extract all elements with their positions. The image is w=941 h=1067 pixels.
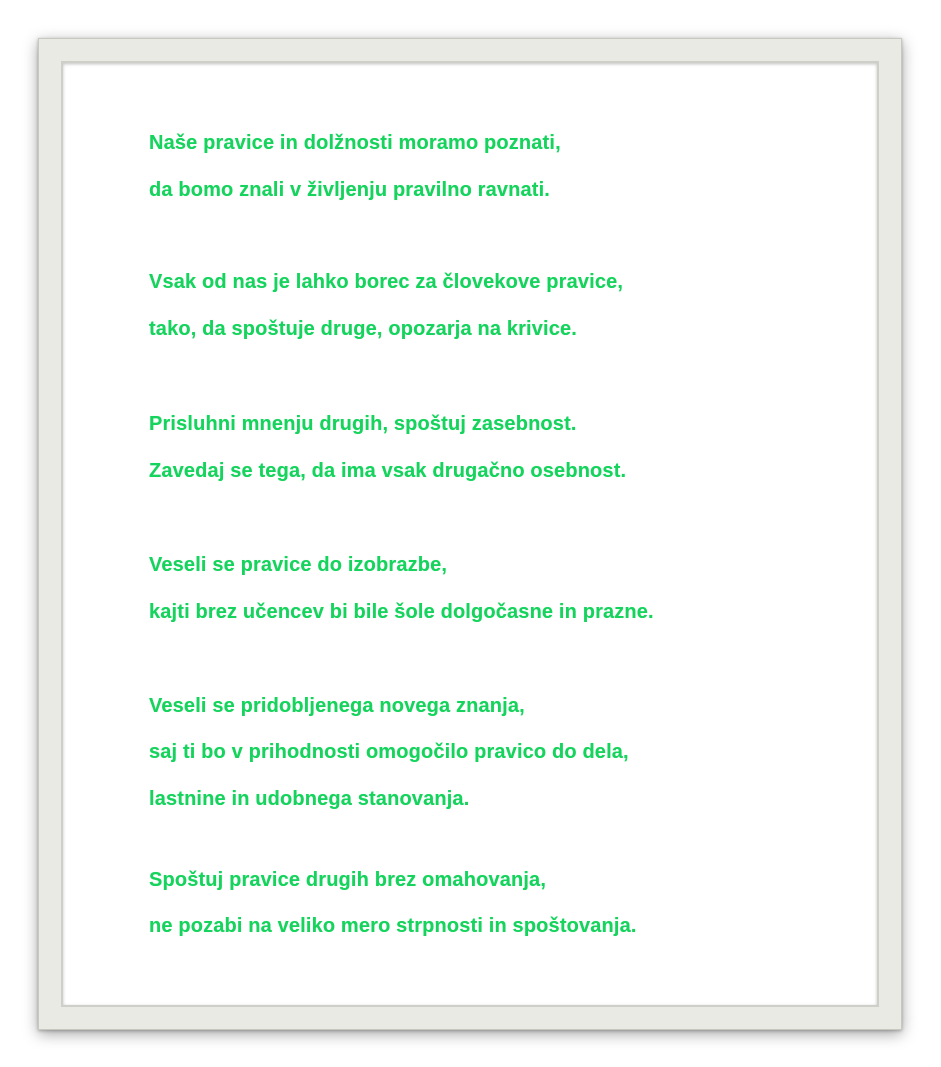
- poem-line: Veseli se pravice do izobrazbe,: [149, 554, 448, 576]
- poem-line: Vsak od nas je lahko borec za človekove pravice,: [149, 271, 624, 293]
- poem-line: ne pozabi na veliko mero strpnosti in spoštovanja.: [149, 915, 637, 937]
- picture-frame: [38, 38, 902, 1030]
- poem-line: Veseli se pridobljenega novega znanja,: [149, 695, 525, 717]
- poem-line: Naše pravice in dolžnosti moramo poznati,: [149, 132, 561, 154]
- poem-line: kajti brez učencev bi bile šole dolgočasne in prazne.: [149, 601, 654, 623]
- poem-line: saj ti bo v prihodnosti omogočilo pravico do dela,: [149, 741, 629, 763]
- poem-line: lastnine in udobnega stanovanja.: [149, 788, 470, 810]
- poem-line: tako, da spoštuje druge, opozarja na krivice.: [149, 318, 577, 340]
- poem-line: Prisluhni mnenju drugih, spoštuj zasebnost.: [149, 413, 577, 435]
- poem-sheet: [61, 61, 879, 1007]
- poem-line: Zavedaj se tega, da ima vsak drugačno osebnost.: [149, 460, 627, 482]
- poem-line: da bomo znali v življenju pravilno ravnati.: [149, 179, 550, 201]
- poem-line: Spoštuj pravice drugih brez omahovanja,: [149, 869, 547, 891]
